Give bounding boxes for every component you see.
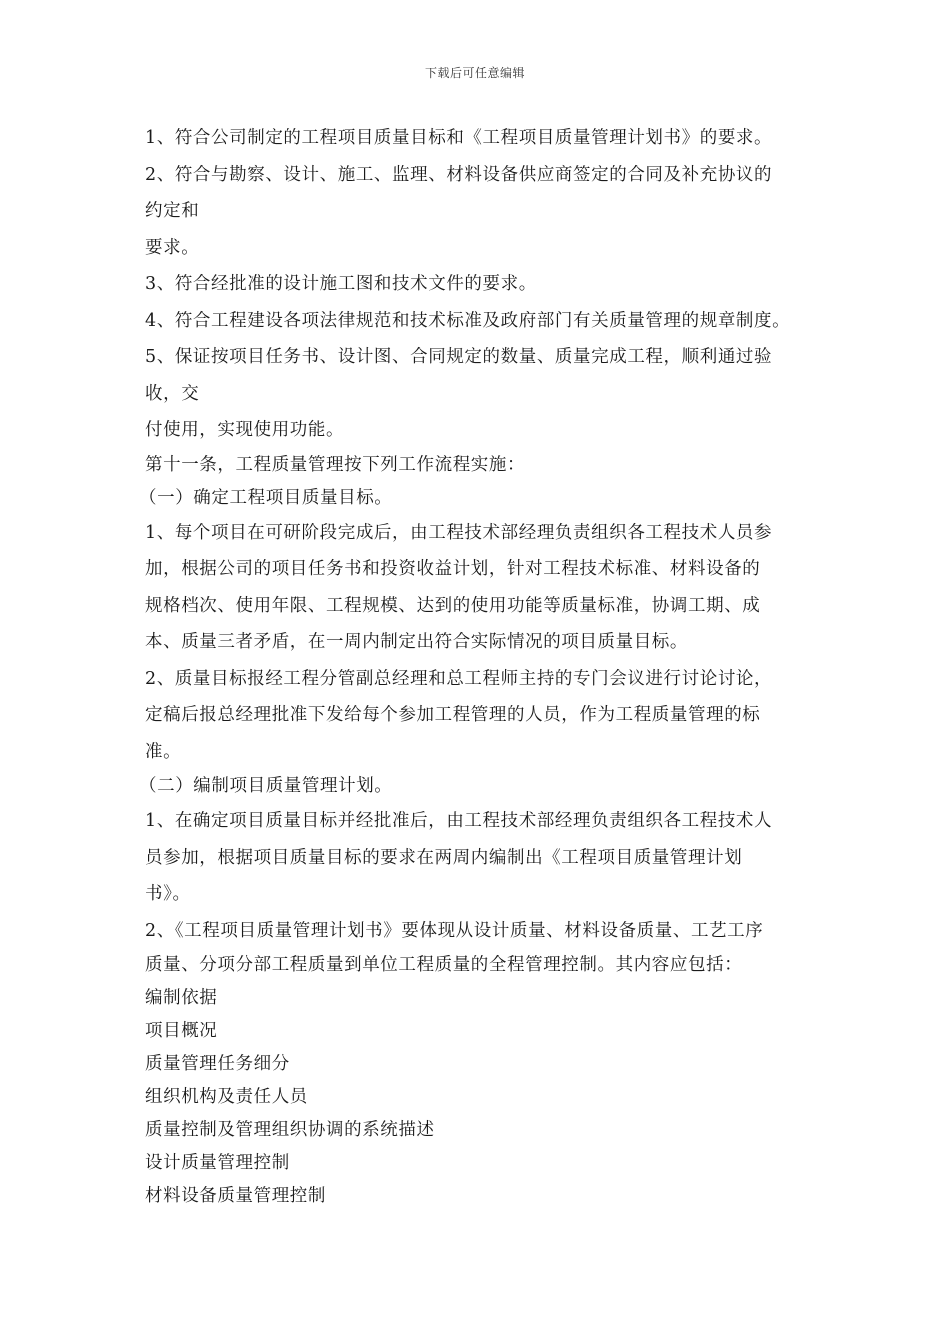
text-line: 2、质量目标报经工程分管副总经理和总工程师主持的专门会议进行讨论讨论， bbox=[145, 668, 773, 689]
text-line: 书》。 bbox=[145, 884, 191, 904]
text-line: 4、符合工程建设各项法律规范和技术标准及政府部门有关质量管理的规章制度。 bbox=[145, 310, 791, 331]
header-note: 下载后可任意编辑 bbox=[424, 66, 525, 80]
text-line: 约定和 bbox=[145, 201, 200, 221]
list-item: 质量管理任务细分 bbox=[145, 1054, 290, 1074]
text-line: 2、符合与勘察、设计、施工、监理、材料设备供应商签定的合同及补充协议的 bbox=[145, 164, 773, 185]
list-item: 设计质量管理控制 bbox=[145, 1153, 290, 1173]
text-line: 1、在确定项目质量目标并经批准后，由工程技术部经理负责组织各工程技术人 bbox=[145, 811, 773, 831]
list-item: 编制依据 bbox=[145, 988, 218, 1008]
text-line: 1、每个项目在可研阶段完成后，由工程技术部经理负责组织各工程技术人员参 bbox=[145, 522, 773, 543]
text-line: 准。 bbox=[145, 741, 182, 762]
text-line: 规格档次、使用年限、工程规模、达到的使用功能等质量标准，协调工期、成 bbox=[145, 595, 761, 616]
text-line: 质量、分项分部工程质量到单位工程质量的全程管理控制。其内容应包括： bbox=[145, 955, 743, 975]
document-body bbox=[139, 120, 825, 1213]
section-heading: （一）确定工程项目质量目标。 bbox=[139, 487, 393, 508]
list-item: 项目概况 bbox=[145, 1021, 218, 1041]
text-line: 1、符合公司制定的工程项目质量目标和《工程项目质量管理计划书》的要求。 bbox=[145, 128, 773, 148]
text-line: 本、质量三者矛盾，在一周内制定出符合实际情况的项目质量目标。 bbox=[145, 632, 688, 652]
text-line: 5、保证按项目任务书、设计图、合同规定的数量、质量完成工程，顺利通过验 bbox=[145, 347, 773, 367]
text-line: 要求。 bbox=[145, 237, 200, 258]
text-line: 员参加，根据项目质量目标的要求在两周内编制出《工程项目质量管理计划 bbox=[145, 847, 743, 868]
text-line: 3、符合经批准的设计施工图和技术文件的要求。 bbox=[145, 274, 537, 294]
text-line: 付使用，实现使用功能。 bbox=[145, 420, 345, 440]
text-line: 定稿后报总经理批准下发给每个参加工程管理的人员，作为工程质量管理的标 bbox=[145, 705, 761, 725]
text-line: 2、《工程项目质量管理计划书》要体现从设计质量、材料设备质量、工艺工序 bbox=[145, 920, 764, 941]
list-item: 质量控制及管理组织协调的系统描述 bbox=[145, 1120, 435, 1140]
text-line: 加，根据公司的项目任务书和投资收益计划，针对工程技术标准、材料设备的 bbox=[145, 559, 761, 579]
text-line: 第十一条，工程质量管理按下列工作流程实施： bbox=[145, 454, 526, 475]
list-item: 材料设备质量管理控制 bbox=[145, 1186, 326, 1206]
text-line: 收，交 bbox=[145, 383, 200, 404]
section-heading: （二）编制项目质量管理计划。 bbox=[139, 776, 393, 796]
list-item: 组织机构及责任人员 bbox=[145, 1087, 308, 1107]
